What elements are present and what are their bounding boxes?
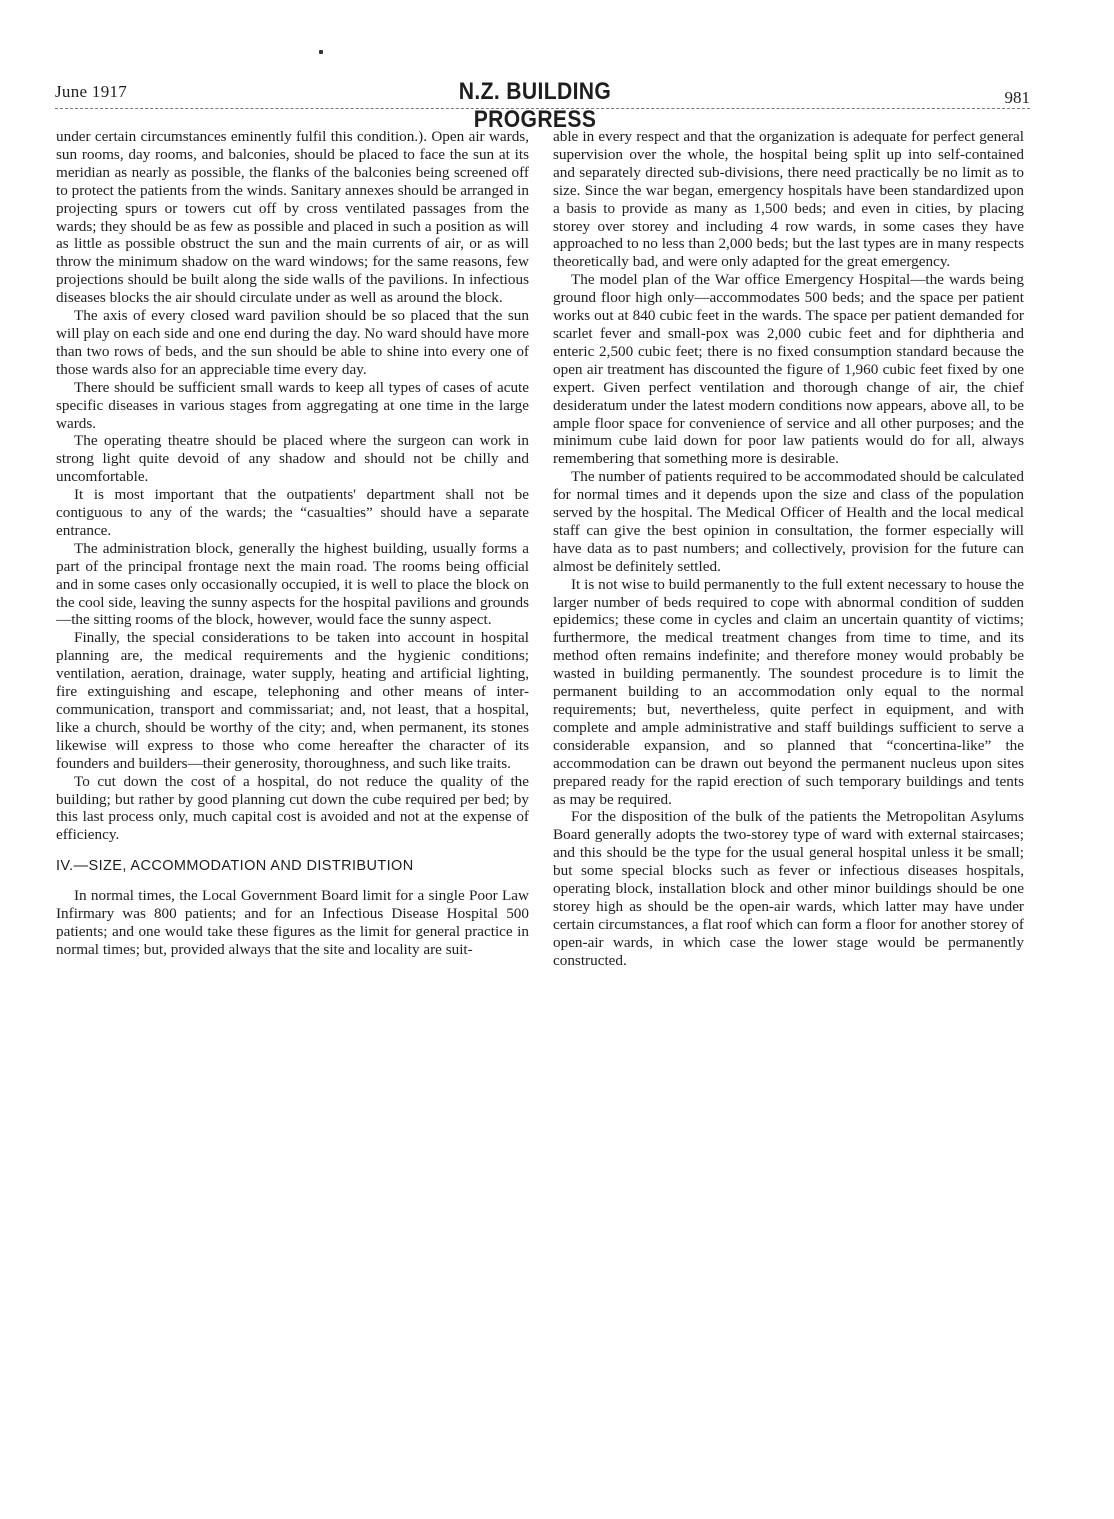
- paragraph: The administration block, generally the highest building, usually forms a part of the principal frontage next the main road. The rooms being official and in some cases only occasionally occupied, it is well to place the block on the cool side, leaving the sunny aspects for the hospital pavilions and grounds—the sitting rooms of the block, however, would face the sunny aspect.: [56, 539, 529, 629]
- journal-title: N.Z. BUILDING PROGRESS: [458, 78, 612, 133]
- paragraph: under certain circumstances eminently fulfil this condition.). Open air wards, sun rooms, day rooms, and balconies, should be placed to face the sun at its meridian as nearly as possible, the flanks of the balconies being screened off to protect the patients from the winds. Sanitary annexes should be arranged in projecting spurs or towers cut off by cross ventilated passages from the wards; they should be as few as possible and placed in such a position as will as little as possible obstruct the sun and the main currents of air, or as will throw the minimum shadow on the ward windows; for the same reasons, few projections should be built along the side walls of the pavilions. In infectious diseases blocks the air should circulate under as well as around the block.: [56, 128, 529, 307]
- page-header: [55, 78, 1030, 133]
- paragraph: Finally, the special considerations to be taken into account in hospital planning are, the medical requirements and the hygienic conditions; ventilation, aeration, drainage, water supply, heating and artificial lighting, fire extinguishing and escape, telephoning and other means of inter-communication, transport and commissariat; and, not least, that a hospital, like a church, should be worthy of the city; and, when permanent, its stones likewise will express to those who come hereafter the character of its founders and builders—their generosity, thoroughness, and such like traits.: [56, 629, 529, 772]
- header-rule: [55, 108, 1030, 109]
- page-number: 981: [1004, 88, 1030, 107]
- paragraph: It is most important that the outpatients' department shall not be contiguous to any of the wards; the “casualties” should have a separate entrance.: [56, 486, 529, 539]
- left-column: [56, 128, 529, 959]
- right-column: [553, 128, 1024, 970]
- section-heading: IV.—SIZE, ACCOMMODATION AND DISTRIBUTION: [56, 858, 414, 875]
- issue-date: June 1917: [55, 82, 128, 101]
- paragraph: The number of patients required to be accommodated should be calculated for normal times and it depends upon the size and class of the population served by the hospital. The Medical Officer of Health and the local medical staff can give the best opinion in consultation, the former especially will have data as to past numbers; and collectively, provision for the future can almost be definitely settled.: [553, 468, 1024, 575]
- ink-speck: [319, 50, 323, 54]
- paragraph: For the disposition of the bulk of the patients the Metropolitan Asylums Board generally adopts the two-storey type of ward with external staircases; and this should be the type for the usual general hospital unless it be small; but some special blocks such as fever or infectious diseases hospitals, operating block, installation block and other minor buildings should be one storey high as should be the open-air wards, which latter may have under certain circumstances, a flat roof which can form a floor for another storey of open-air wards, in which case the lower stage would be permanently constructed.: [553, 808, 1024, 969]
- paragraph: The model plan of the War office Emergency Hospital—the wards being ground floor high only—accommodates 500 beds; and the space per patient works out at 840 cubic feet in the wards. The space per patient demanded for scarlet fever and small-pox was 2,000 cubic feet and for diphtheria and enteric 2,500 cubic feet; there is no fixed consumption standard because the open air treatment has discounted the figure of 1,960 cubic feet fixed by one expert. Given perfect ventilation and thorough change of air, the chief desideratum under the latest modern conditions now appears, above all, to be ample floor space for convenience of service and all other purposes; and the minimum cube laid down for poor law patients would do for all, always remembering that something more is desirable.: [553, 271, 1024, 468]
- paragraph: The operating theatre should be placed where the surgeon can work in strong light quite devoid of any shadow and should not be chilly and uncomfortable.: [56, 432, 529, 486]
- paragraph: able in every respect and that the organization is adequate for perfect general supervision over the whole, the hospital being split up into self-contained and separately directed sub-divisions, there need practically be no limit as to size. Since the war began, emergency hospitals have been standardized upon a basis to provide as many as 1,500 beds; and even in cities, by placing storey over storey and including 4 row wards, in some cases they have approached to no less than 2,000 beds; but the last types are in many respects theoretically bad, and were only adapted for the great emergency.: [553, 128, 1024, 271]
- paragraph: The axis of every closed ward pavilion should be so placed that the sun will play on each side and one end during the day. No ward should have more than two rows of beds, and the sun should be able to shine into every one of those wards also for an appreciable time every day.: [56, 307, 529, 378]
- paragraph: It is not wise to build permanently to the full extent necessary to house the larger number of beds required to cope with abnormal condition of sudden epidemics; these come in cycles and claim an uncertain quantity of victims; furthermore, the medical treatment changes from time to time, and its method often remains indefinite; and therefore money would probably be wasted in building permanently. The soundest procedure is to limit the permanent building to an accommodation only equal to the normal requirements; but, nevertheless, quite perfect in equipment, and with complete and ample administrative and staff buildings sufficient to serve a considerable expansion, and so planned that “concertina-like” the accommodation can be drawn out beyond the permanent nucleus upon sites prepared ready for the rapid erection of such temporary buildings and tents as may be required.: [553, 575, 1024, 808]
- paragraph: There should be sufficient small wards to keep all types of cases of acute specific diseases in various stages from aggregating at one time in the large wards.: [56, 378, 529, 432]
- paragraph: To cut down the cost of a hospital, do not reduce the quality of the building; but rather by good planning cut down the cube required per bed; by this last process only, much capital cost is avoided and not at the expense of efficiency.: [56, 772, 529, 844]
- paragraph: In normal times, the Local Government Board limit for a single Poor Law Infirmary was 800 patients; and for an Infectious Disease Hospital 500 patients; and one would take these figures as the limit for general practice in normal times; but, provided always that the site and locality are suit-: [56, 887, 529, 958]
